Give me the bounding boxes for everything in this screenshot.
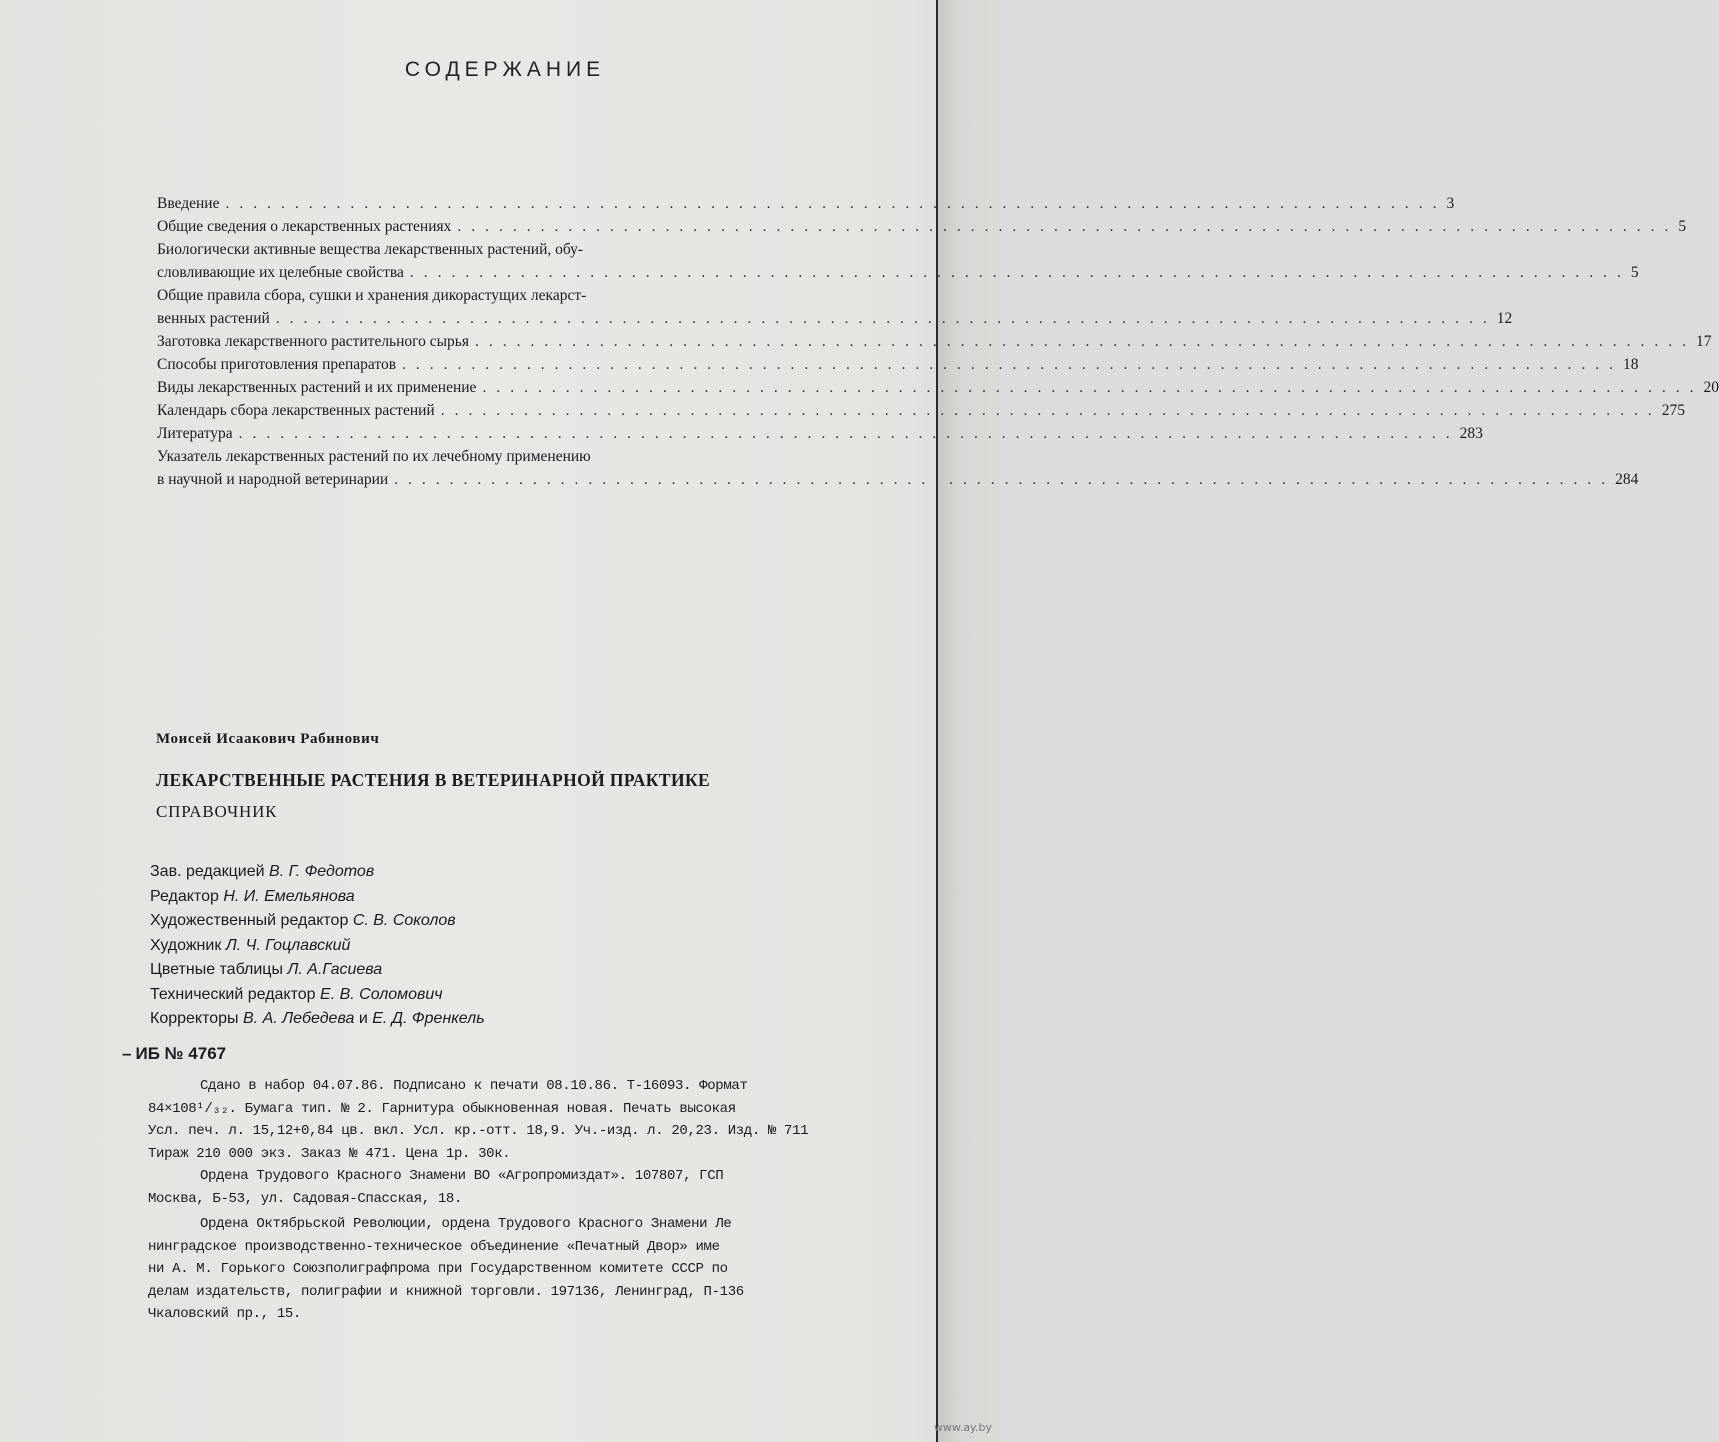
toc-entry-title: Общие сведения о лекарственных растениях bbox=[157, 218, 452, 235]
toc-entry bbox=[157, 468, 1639, 491]
toc-entry-page: 20 bbox=[1703, 379, 1719, 396]
toc-entry-title: Виды лекарственных растений и их применение bbox=[157, 379, 477, 396]
toc-entry bbox=[157, 353, 1639, 376]
ib-label: ИБ № 4767 bbox=[135, 1044, 227, 1063]
credit-role: Зав. редакцией bbox=[150, 863, 265, 880]
toc-leader-dots: ........................................................................................ bbox=[394, 471, 1616, 488]
imprint-line: делам издательств, полиграфии и книжной торговли. 197136, Ленинград, П-136 bbox=[148, 1283, 744, 1300]
toc-entry-title: Календарь сбора лекарственных растений bbox=[157, 402, 435, 419]
toc-leader-dots: ........................................................................................ bbox=[475, 333, 1697, 350]
imprint-line: Ордена Октябрьской Революции, ордена Трудового Красного Знамени Ле bbox=[200, 1216, 732, 1232]
toc-entry bbox=[157, 422, 1483, 445]
toc-entry-page: 283 bbox=[1459, 425, 1483, 442]
toc-leader-dots: ........................................................................................ bbox=[457, 218, 1679, 235]
credit-person: В. А. Лебедева bbox=[243, 1010, 355, 1027]
toc-entry-title: Литература bbox=[157, 425, 233, 442]
imprint-line: нинградское производственно-техническое объединение «Печатный Двор» име bbox=[148, 1238, 720, 1255]
toc-entry-page: 5 bbox=[1630, 264, 1639, 281]
publisher-block bbox=[148, 1165, 938, 1210]
toc-entry-page: 12 bbox=[1496, 310, 1513, 327]
credit-conjunction: и bbox=[358, 1010, 368, 1027]
toc-leader-dots: ........................................................................................ bbox=[409, 264, 1631, 281]
credit-person: В. Г. Федотов bbox=[269, 863, 375, 880]
toc-leader-dots: ........................................................................................ bbox=[225, 195, 1447, 212]
author-name: Моисей Исаакович Рабинович bbox=[156, 731, 380, 747]
toc-entry bbox=[157, 307, 1513, 330]
credit-line bbox=[150, 885, 485, 910]
toc-entry-first-line: Биологически активные вещества лекарственных растений, обу- bbox=[157, 241, 584, 258]
toc-entry-page: 3 bbox=[1446, 195, 1455, 212]
credit-person: Л. Ч. Гоцлавский bbox=[225, 936, 351, 954]
credit-person: Л. А.Гасиева bbox=[287, 961, 383, 978]
book-title: ЛЕКАРСТВЕННЫЕ РАСТЕНИЯ В ВЕТЕРИНАРНОЙ ПРАКТИКЕ bbox=[156, 770, 711, 790]
toc-entry-page: 275 bbox=[1661, 402, 1685, 419]
toc-entry bbox=[157, 192, 1455, 215]
credit-line bbox=[150, 934, 485, 959]
toc-entry-page: 17 bbox=[1696, 333, 1712, 350]
toc-entry bbox=[157, 399, 1685, 422]
credit-person: Н. И. Емельянова bbox=[223, 887, 355, 905]
toc-leader-dots: ........................................................................................ bbox=[440, 402, 1662, 419]
credit-role: Цветные таблицы bbox=[150, 961, 283, 978]
ib-number bbox=[122, 1044, 226, 1064]
imprint-line: Усл. печ. л. 15,12+0,84 цв. вкл. Усл. кр.-отт. 18,9. Уч.-изд. л. 20,23. Изд. № 711 bbox=[148, 1123, 809, 1139]
toc-entry bbox=[157, 261, 1639, 284]
toc-heading: СОДЕРЖАНИЕ bbox=[404, 58, 606, 81]
toc-entry bbox=[157, 376, 1719, 399]
credits-list bbox=[150, 860, 485, 1032]
imprint-line: Сдано в набор 04.07.86. Подписано к печати 08.10.86. Т-16093. Формат bbox=[200, 1078, 748, 1094]
toc-entry-title: Введение bbox=[157, 195, 220, 212]
imprint-line: Москва, Б-53, ул. Садовая-Спасская, 18. bbox=[148, 1190, 463, 1207]
credit-line bbox=[150, 860, 485, 885]
credit-role: Художник bbox=[150, 936, 222, 954]
toc-leader-dots: ........................................................................................ bbox=[402, 356, 1624, 373]
printer-block bbox=[148, 1213, 938, 1326]
watermark: www.ay.by bbox=[933, 1421, 992, 1434]
toc-leader-dots: ........................................................................................ bbox=[238, 425, 1460, 442]
credit-person: Е. В. Соломович bbox=[320, 985, 443, 1003]
credit-role: Корректоры bbox=[150, 1010, 239, 1027]
credit-role: Редактор bbox=[150, 887, 219, 905]
table-of-contents bbox=[157, 192, 1719, 491]
credit-person: С. В. Соколов bbox=[352, 912, 456, 929]
credit-line bbox=[150, 958, 485, 983]
imprint-line: Чкаловский пр., 15. bbox=[148, 1306, 301, 1322]
print-info-block bbox=[148, 1075, 938, 1165]
credit-line bbox=[150, 1007, 485, 1032]
credit-person: Е. Д. Френкель bbox=[372, 1010, 485, 1027]
toc-entry-page: 18 bbox=[1623, 356, 1639, 373]
toc-entry-page: 5 bbox=[1678, 218, 1687, 235]
toc-entry-title: венных растений bbox=[157, 310, 270, 327]
imprint-line: Ордена Трудового Красного Знамени ВО «Агропромиздат». 107807, ГСП bbox=[200, 1168, 724, 1184]
toc-leader-dots: ........................................................................................ bbox=[482, 379, 1704, 396]
toc-entry-title: словливающие их целебные свойства bbox=[157, 264, 404, 281]
credit-line bbox=[150, 983, 485, 1008]
toc-entry bbox=[157, 215, 1687, 238]
imprint-line: ни А. М. Горького Союзполиграфпрома при Государственном комитете СССР по bbox=[148, 1261, 728, 1277]
dash-mark: – bbox=[122, 1044, 132, 1063]
credit-role: Технический редактор bbox=[150, 985, 316, 1003]
imprint-line: 84×108¹/₃₂. Бумага тип. № 2. Гарнитура обыкновенная новая. Печать высокая bbox=[148, 1100, 736, 1117]
toc-entry bbox=[157, 330, 1712, 353]
toc-entry-first-line: Указатель лекарственных растений по их лечебному применению bbox=[157, 448, 591, 465]
imprint-line: Тираж 210 000 экз. Заказ № 471. Цена 1р. 30к. bbox=[148, 1145, 511, 1162]
credit-role: Художественный редактор bbox=[150, 912, 349, 929]
toc-leader-dots: ........................................................................................ bbox=[275, 310, 1497, 327]
toc-entry-title: в научной и народной ветеринарии bbox=[157, 471, 389, 488]
toc-entry-title: Способы приготовления препаратов bbox=[157, 356, 397, 373]
toc-entry-page: 284 bbox=[1615, 471, 1639, 488]
toc-entry-first-line: Общие правила сбора, сушки и хранения дикорастущих лекарст- bbox=[157, 287, 587, 304]
credit-line bbox=[150, 909, 485, 934]
toc-entry-title: Заготовка лекарственного растительного сырья bbox=[157, 333, 470, 350]
book-subtitle: СПРАВОЧНИК bbox=[156, 802, 278, 821]
